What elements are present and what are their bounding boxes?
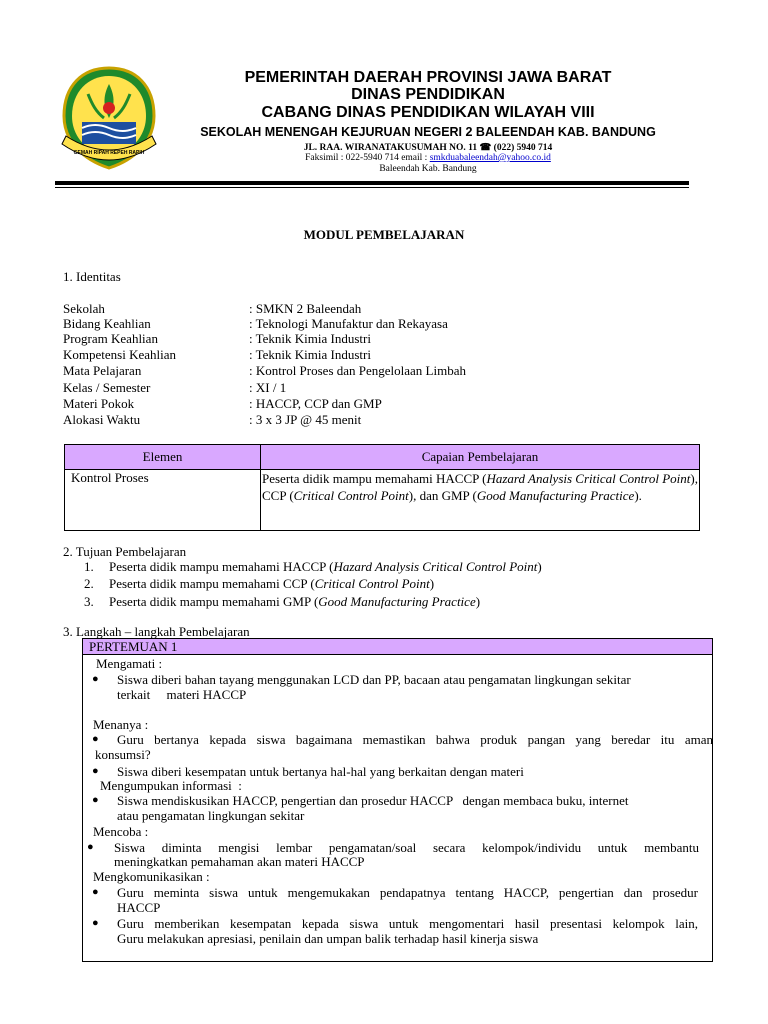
mengkomunikasikan-label: Mengkomunikasikan : bbox=[93, 869, 210, 884]
pertemuan-box bbox=[82, 638, 713, 962]
bullet-icon: ● bbox=[92, 794, 99, 806]
header-divider-thin bbox=[55, 187, 689, 188]
cp-text-d: Critical Control Point bbox=[293, 488, 409, 503]
mengkomunikasikan-item-2-cont: Guru melakukan apresiasi, penilain dan umpan balik terhadap hasil kinerja siswa bbox=[117, 931, 539, 946]
tujuan-item-1: Peserta didik mampu memahami HACCP (Hazard Analysis Critical Control Point) bbox=[109, 559, 542, 574]
value-materi: : HACCP, CCP dan GMP bbox=[249, 396, 382, 411]
cp-text-b: Hazard Analysis Critical Control Point bbox=[486, 471, 691, 486]
menanya-label: Menanya : bbox=[93, 717, 149, 732]
mengamati-item-1: Siswa diberi bahan tayang menggunakan LCD dan PP, bacaan atau pengamatan lingkungan sekitar bbox=[117, 672, 631, 687]
tujuan-item-3: Peserta didik mampu memahami GMP (Good Manufacturing Practice) bbox=[109, 594, 481, 609]
pertemuan-title: PERTEMUAN 1 bbox=[83, 639, 712, 655]
table-header-capaian: Capaian Pembelajaran bbox=[261, 445, 700, 470]
tujuan-num-1: 1. bbox=[84, 559, 94, 574]
cp-text-c: ), CCP ( bbox=[262, 471, 698, 503]
bullet-icon: ● bbox=[92, 917, 99, 929]
section-identitas-heading: 1. Identitas bbox=[63, 269, 121, 284]
email-link[interactable]: smkduabaleendah@yahoo.co.id bbox=[429, 153, 551, 163]
cp-text-f: Good Manufacturing Practice bbox=[476, 488, 635, 503]
header-line-4: SEKOLAH MENENGAH KEJURUAN NEGERI 2 BALEENDAH KAB. BANDUNG bbox=[200, 125, 656, 139]
table-header-elemen: Elemen bbox=[65, 445, 261, 470]
label-materi: Materi Pokok bbox=[63, 396, 135, 411]
mencoba-item-1-cont: meningkatkan pemahaman akan materi HACCP bbox=[114, 854, 365, 869]
capaian-table bbox=[64, 444, 700, 531]
province-logo bbox=[58, 64, 160, 176]
bullet-icon: ● bbox=[92, 765, 99, 777]
label-alokasi: Alokasi Waktu bbox=[63, 412, 141, 427]
fax-text: Faksimil : 022-5940 714 email : bbox=[305, 153, 430, 163]
value-sekolah: : SMKN 2 Baleendah bbox=[249, 301, 362, 316]
label-sekolah: Sekolah bbox=[63, 301, 105, 316]
mengumpulkan-label: Mengumpukan informasi : bbox=[100, 778, 242, 793]
label-program: Program Keahlian bbox=[63, 331, 158, 346]
header-line-3: CABANG DINAS PENDIDIKAN WILAYAH VIII bbox=[261, 104, 595, 121]
mengumpulkan-item-1-cont: atau pengamatan lingkungan sekitar bbox=[117, 808, 305, 823]
menanya-item-1-cont: konsumsi? bbox=[95, 747, 151, 762]
tujuan-num-2: 2. bbox=[84, 576, 94, 591]
header-contact bbox=[170, 153, 686, 163]
value-mapel: : Kontrol Proses dan Pengelolaan Limbah bbox=[249, 363, 466, 378]
bullet-icon: ● bbox=[92, 886, 99, 898]
value-program: : Teknik Kimia Industri bbox=[249, 331, 371, 346]
bullet-icon: ● bbox=[92, 733, 99, 745]
header-address: JL. RAA. WIRANATAKUSUMAH NO. 11 ☎ (022) 5940 714 bbox=[303, 143, 553, 153]
document-title: MODUL PEMBELAJARAN bbox=[303, 227, 465, 242]
menanya-item-1: Guru bertanya kepada siswa bagaimana memastikan bahwa produk pangan yang beredar itu aman bbox=[117, 732, 713, 747]
table-cell-elemen: Kontrol Proses bbox=[65, 470, 261, 531]
label-bidang: Bidang Keahlian bbox=[63, 316, 151, 331]
cp-text-a: Peserta didik mampu memahami HACCP ( bbox=[262, 471, 487, 486]
value-alokasi: : 3 x 3 JP @ 45 menit bbox=[249, 412, 362, 427]
value-kelas: : XI / 1 bbox=[249, 380, 287, 395]
menanya-item-2: Siswa diberi kesempatan untuk bertanya hal-hal yang berkaitan dengan materi bbox=[117, 764, 524, 779]
label-kelas: Kelas / Semester bbox=[63, 380, 151, 395]
mengamati-item-1-cont: terkait materi HACCP bbox=[117, 687, 247, 702]
tujuan-num-3: 3. bbox=[84, 594, 94, 609]
bullet-icon: ● bbox=[87, 841, 94, 853]
table-header-row bbox=[65, 445, 700, 470]
section-langkah-heading: 3. Langkah – langkah Pembelajaran bbox=[63, 624, 250, 639]
value-bidang: : Teknologi Manufaktur dan Rekayasa bbox=[249, 316, 448, 331]
cp-text-g: ). bbox=[634, 488, 642, 503]
label-mapel: Mata Pelajaran bbox=[63, 363, 142, 378]
tujuan-item-2: Peserta didik mampu memahami CCP (Critical Control Point) bbox=[109, 576, 435, 591]
mengkomunikasikan-item-2: Guru memberikan kesempatan kepada siswa untuk mengomentari hasil presentasi kelompok lain, bbox=[117, 916, 698, 931]
header-line-2: DINAS PENDIDIKAN bbox=[351, 86, 505, 103]
mengkomunikasikan-item-1-cont: HACCP bbox=[117, 900, 161, 915]
mengumpulkan-item-1: Siswa mendiskusikan HACCP, pengertian dan prosedur HACCP dengan membaca buku, internet bbox=[117, 793, 629, 808]
section-tujuan-heading: 2. Tujuan Pembelajaran bbox=[63, 544, 187, 559]
mengamati-label: Mengamati : bbox=[96, 656, 163, 671]
table-row bbox=[65, 470, 700, 531]
mengkomunikasikan-item-1: Guru meminta siswa untuk mengemukakan pendapatnya tentang HACCP, pengertian dan prosedur bbox=[117, 885, 698, 900]
header-line-1: PEMERINTAH DAERAH PROVINSI JAWA BARAT bbox=[244, 69, 612, 86]
header-city: Baleendah Kab. Bandung bbox=[379, 164, 477, 174]
mencoba-label: Mencoba : bbox=[93, 824, 149, 839]
table-cell-capaian bbox=[261, 470, 700, 531]
header-divider-thick bbox=[55, 181, 689, 185]
logo-motto: GEMAH RIPAH REPEH RAPIH bbox=[73, 150, 145, 156]
bullet-icon: ● bbox=[92, 673, 99, 685]
value-kompetensi: : Teknik Kimia Industri bbox=[249, 347, 371, 362]
cp-text-e: ), dan GMP ( bbox=[408, 488, 477, 503]
label-kompetensi: Kompetensi Keahlian bbox=[63, 347, 176, 362]
mencoba-item-1: Siswa diminta mengisi lembar pengamatan/soal secara kelompok/individu untuk membantu bbox=[114, 840, 699, 855]
